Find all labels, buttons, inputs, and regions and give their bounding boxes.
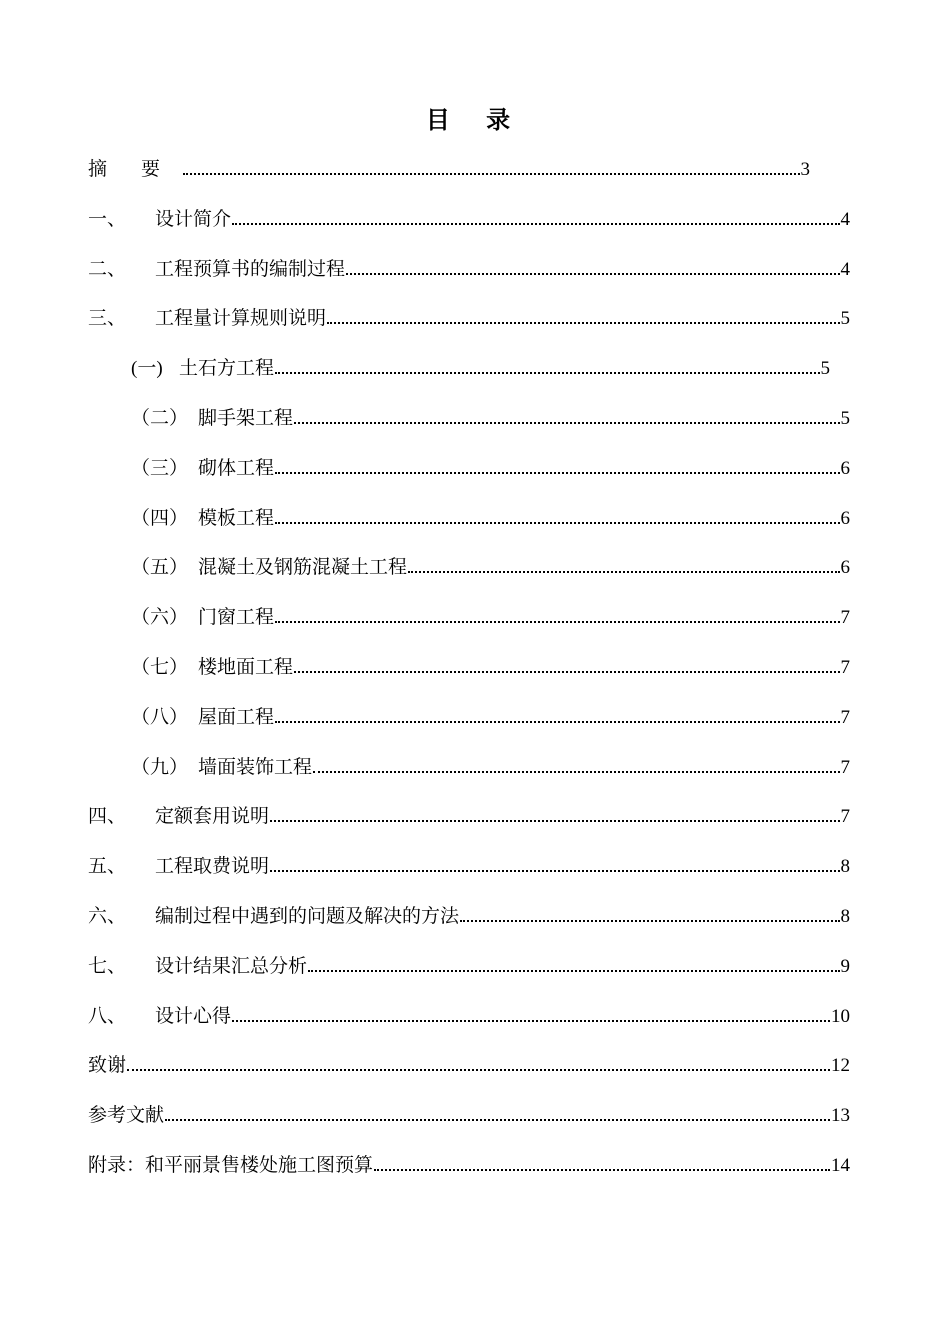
toc-entry-number: 八、 [88,1004,127,1027]
toc-entry-text: 设计简介 [155,207,232,230]
toc-entry-text: 脚手架工程 [198,406,294,429]
toc-entry-text: 混凝土及钢筋混凝土工程 [198,556,408,579]
toc-entry-number: （七） [131,655,189,678]
toc-entry-text: 附录：和平丽景售楼处施工图预算 [88,1153,374,1176]
toc-page-number: 3 [800,159,810,180]
toc-entry-number: (一) [131,358,163,380]
toc-entry-text: 工程量计算规则说明 [155,307,327,330]
toc-page-number: 8 [840,905,850,927]
toc-entry-earthwork[interactable] [88,351,850,401]
toc-entry-number: 三、 [88,307,127,330]
toc-page-number: 4 [840,208,850,230]
toc-entry-roofing[interactable] [88,700,850,750]
dot-leader [275,522,839,524]
toc-entry-number: （六） [131,606,189,629]
dot-leader [294,422,839,424]
toc-entry-text: 参考文献 [88,1104,165,1127]
toc-entry-number: 二、 [88,257,127,280]
dot-leader [165,1119,830,1121]
toc-entry-text: 致谢 [88,1054,127,1077]
toc-entry-text: 墙面装饰工程 [198,755,313,778]
toc-entry-number: （二） [131,406,189,429]
toc-entry-text: 工程预算书的编制过程 [155,257,346,280]
toc-entry-number: （八） [131,705,189,728]
toc-entry-appendix[interactable] [88,1148,850,1198]
toc-entry-concrete[interactable] [88,550,850,600]
toc-page-number: 7 [840,607,850,629]
toc-entry-text: 摘 要 [88,158,175,180]
toc-entry-text: 设计心得 [155,1004,232,1027]
dot-leader [374,1169,830,1171]
toc-entry-formwork[interactable] [88,501,850,551]
toc-entry-number: 四、 [88,805,127,828]
toc-entry-fee-description[interactable] [88,849,850,899]
toc-page-number: 10 [831,1005,850,1027]
toc-entry-number: 六、 [88,904,127,927]
toc-entry-text: 设计结果汇总分析 [155,954,308,977]
toc-page-number: 6 [840,507,850,529]
toc-entry-text: 定额套用说明 [155,805,270,828]
dot-leader [275,621,839,623]
dot-leader [183,173,799,175]
dot-leader [270,870,839,872]
toc-entry-number: 一、 [88,207,127,230]
toc-entry-design-intro[interactable] [88,202,850,252]
toc-entry-references[interactable] [88,1098,850,1148]
toc-page-number: 12 [831,1055,850,1077]
dot-leader [270,820,839,822]
toc-page-number: 7 [840,656,850,678]
dot-leader [232,223,839,225]
toc-entry-number: （四） [131,506,189,529]
toc-entry-number: （五） [131,556,189,579]
toc-page-number: 5 [840,308,850,330]
toc-entry-problems-solutions[interactable] [88,899,850,949]
dot-leader [275,372,819,374]
toc-entry-acknowledgements[interactable] [88,1048,850,1098]
dot-leader [232,1020,830,1022]
toc-entry-text: 砌体工程 [198,456,275,479]
toc-entry-number: 五、 [88,855,127,878]
dot-leader [275,721,839,723]
toc-page-number: 6 [840,557,850,579]
toc-page-number: 8 [840,856,850,878]
dot-leader [460,920,839,922]
toc-page-number: 5 [840,407,850,429]
dot-leader [127,1069,830,1071]
toc-page-number: 14 [831,1154,850,1176]
toc-page-number: 7 [840,756,850,778]
dot-leader [346,273,839,275]
toc-entry-wall-decoration[interactable] [88,750,850,800]
toc-entry-quantity-rules[interactable] [88,301,850,351]
toc-title: 目 录 [425,106,525,134]
toc-entry-text: 编制过程中遇到的问题及解决的方法 [155,904,460,927]
toc-entry-number: （九） [131,755,189,778]
toc-page-number: 4 [840,258,850,280]
toc-entry-text: 门窗工程 [198,606,275,629]
toc-entry-text: 土石方工程 [179,357,275,380]
toc-entry-number: （三） [131,456,189,479]
dot-leader [294,671,839,673]
dot-leader [408,571,839,573]
dot-leader [275,472,839,474]
toc-entry-text: 模板工程 [198,506,275,529]
dot-leader [327,322,839,324]
toc-entry-budget-process[interactable] [88,252,850,302]
toc-entry-results-summary[interactable] [88,949,850,999]
toc-page-number: 5 [820,358,830,380]
toc-entry-design-reflections[interactable] [88,999,850,1049]
dot-leader [313,771,839,773]
toc-entry-doors-windows[interactable] [88,600,850,650]
dot-leader [308,970,839,972]
toc-entry-text: 屋面工程 [198,705,275,728]
table-of-contents [88,152,850,1198]
toc-entry-scaffolding[interactable] [88,401,850,451]
toc-entry-masonry[interactable] [88,451,850,501]
toc-page-number: 7 [840,706,850,728]
toc-page-number: 13 [831,1105,850,1127]
toc-entry-number: 七、 [88,954,127,977]
toc-entry-abstract[interactable] [88,152,850,202]
toc-page-number: 7 [840,806,850,828]
toc-entry-text: 工程取费说明 [155,855,270,878]
toc-entry-flooring[interactable] [88,650,850,700]
toc-entry-text: 楼地面工程 [198,655,294,678]
toc-entry-quota-usage[interactable] [88,799,850,849]
toc-page-number: 6 [840,457,850,479]
toc-page-number: 9 [840,955,850,977]
